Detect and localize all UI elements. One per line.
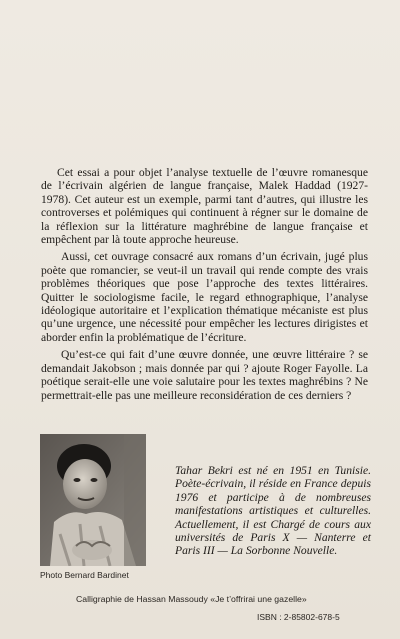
calligraphy-credit: Calligraphie de Hassan Massoudy «Je t’offrirai une gazelle» [76,594,307,604]
synopsis-paragraph-2: Aussi, cet ouvrage consacré aux romans d’un écrivain, jugé plus poète que romancier, se veut-il un travail qui rende compte des vrais problèmes théoriques que pose l’approche des textes littéraires. Quitter le sociologisme facile, le regard ethnographique, l’analyse idéologique autoritaire et l’explication thématique mécaniste est plus qu’une urgence, une nécessité pour empêcher les lectures dirigistes et aborder enfin la problématique de l’écriture. [41,250,368,344]
synopsis-paragraph-1: Cet essai a pour objet l’analyse textuelle de l’œuvre romanesque de l’écrivain algérien de langue française, Malek Haddad (1927-1978). Cet auteur est un exemple, parmi tant d’autres, qui illustre les controverses et polémiques qui continuent à régner sur le domaine de la réflexion sur la littérature maghrébine de langue française et empêchent par là toute approche heureuse. [41,166,368,247]
isbn: ISBN : 2-85802-678-5 [257,612,340,622]
author-portrait-image [40,434,146,566]
synopsis-text [41,166,368,406]
synopsis-paragraph-3: Qu’est-ce qui fait d’une œuvre donnée, une œuvre littéraire ? se demandait Jakobson ; mais donnée par qui ? ajoute Roger Fayolle. La poétique serait-elle une voie salutaire pour les textes maghrébins ? Ne permettrait-elle pas une meilleure reconsidération de ces derniers ? [41,348,368,402]
photo-credit: Photo Bernard Bardinet [40,570,129,580]
author-bio: Tahar Bekri est né en 1951 en Tunisie. Poète-écrivain, il réside en France depuis 1976 et participe à de nombreuses manifestations artistiques et culturelles. Actuellement, il est Chargé de cours aux universités de Paris X — Nanterre et Paris III — La Sorbonne Nouvelle. [175,464,371,558]
author-photo [40,434,146,566]
